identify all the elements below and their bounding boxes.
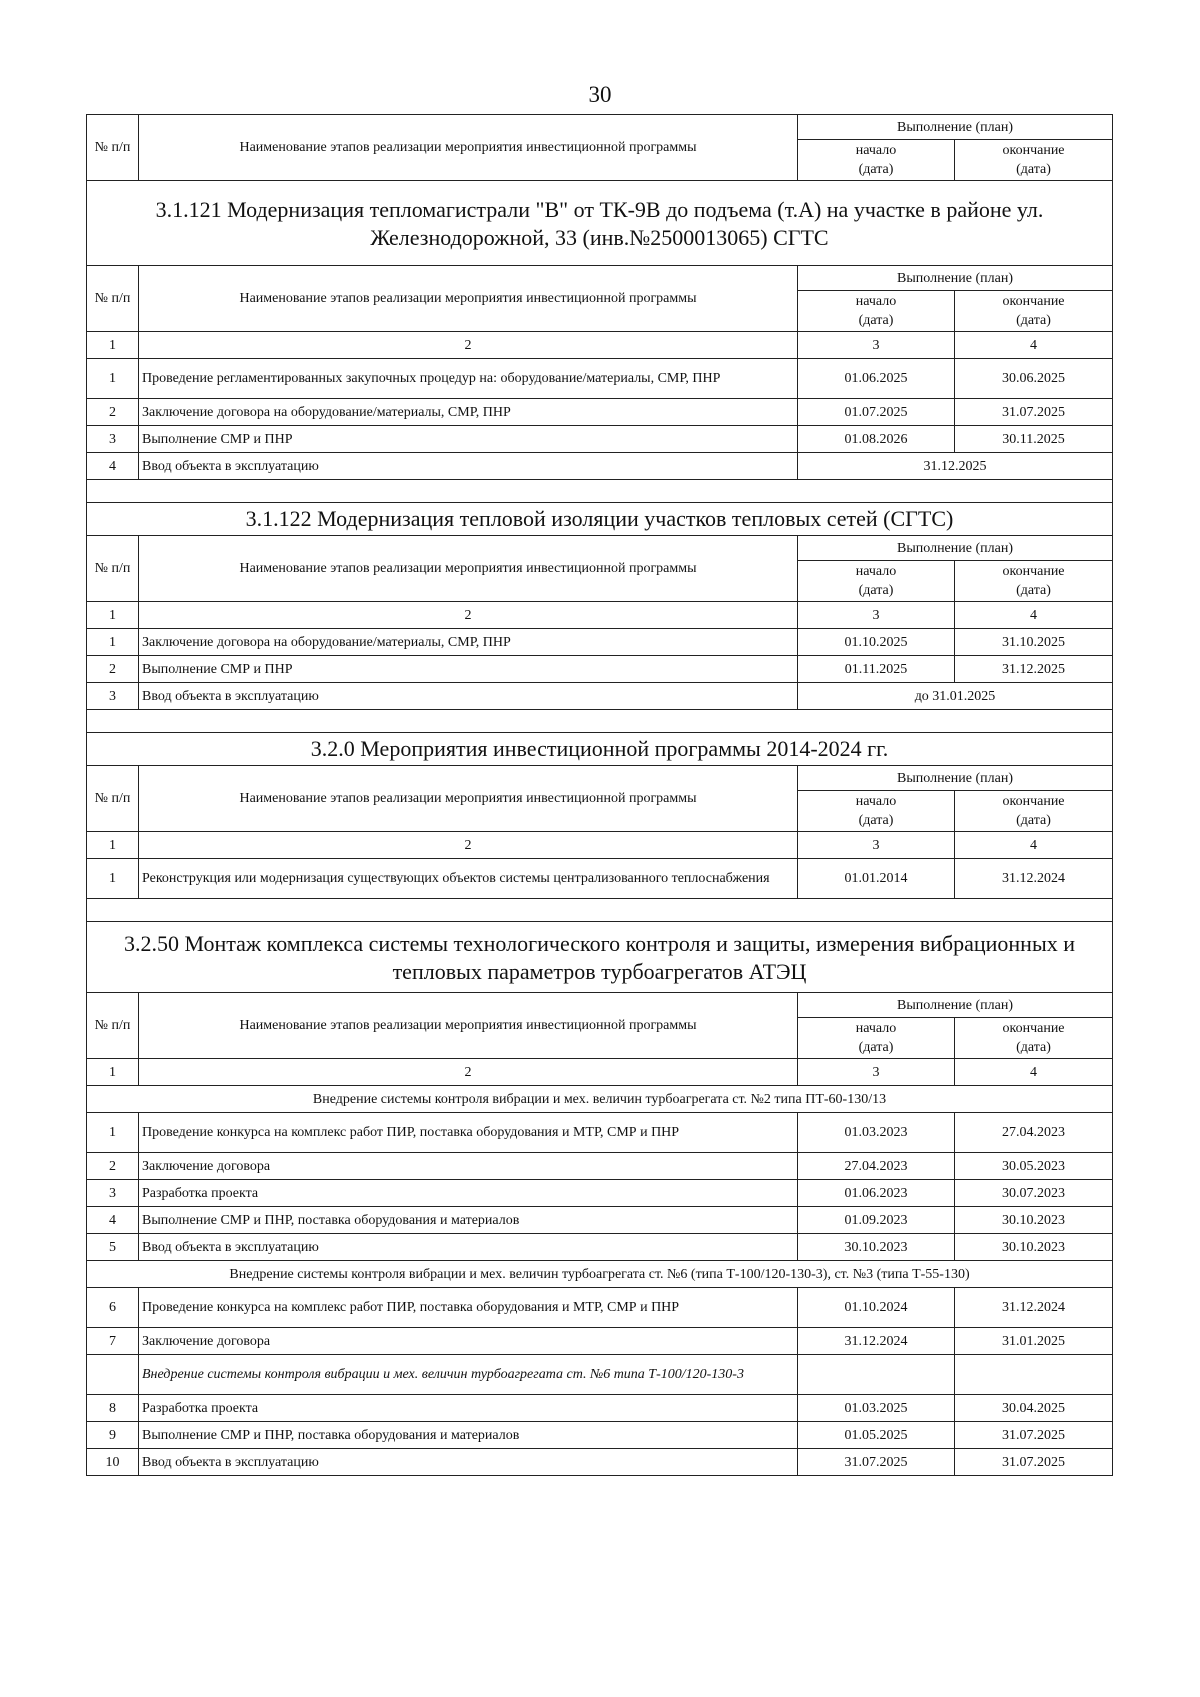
row-end: 31.07.2025 (955, 1422, 1113, 1449)
document-body (86, 114, 1112, 1476)
col-index-4: 4 (955, 1059, 1113, 1086)
header-num: № п/п (87, 115, 139, 181)
row-end: 31.01.2025 (955, 1328, 1113, 1355)
row-num: 2 (87, 399, 139, 426)
header-end: окончание (дата) (955, 791, 1113, 832)
row-start: 31.12.2024 (798, 1328, 955, 1355)
row-start: 01.03.2025 (798, 1395, 955, 1422)
table-row (87, 629, 1113, 656)
section-title: 3.1.122 Модернизация тепловой изоляции участков тепловых сетей (СГТС) (87, 503, 1113, 536)
header-row (87, 115, 1113, 140)
page-number: 30 (588, 82, 612, 107)
header-execution: Выполнение (план) (798, 993, 1113, 1018)
header-start: начало (дата) (798, 561, 955, 602)
group-row (87, 1086, 1113, 1113)
row-stage: Ввод объекта в эксплуатацию (139, 1449, 798, 1476)
section-title: 3.1.121 Модернизация тепломагистрали "В" от ТК-9В до подъема (т.А) на участке в районе ул. Железнодорожной, 33 (инв.№2500013065) СГТС (87, 181, 1113, 266)
row-num: 1 (87, 359, 139, 399)
row-stage: Проведение конкурса на комплекс работ ПИР, поставка оборудования и МТР, СМР и ПНР (139, 1288, 798, 1328)
subgroup-end (955, 1355, 1113, 1395)
table-row (87, 1153, 1113, 1180)
table-row (87, 656, 1113, 683)
section-title-row (87, 922, 1113, 993)
header-num: № п/п (87, 766, 139, 832)
header-end: окончание (дата) (955, 140, 1113, 181)
header-stage: Наименование этапов реализации мероприятия инвестиционной программы (139, 993, 798, 1059)
header-execution: Выполнение (план) (798, 266, 1113, 291)
column-index-row (87, 332, 1113, 359)
row-stage: Заключение договора на оборудование/материалы, СМР, ПНР (139, 629, 798, 656)
header-end: окончание (дата) (955, 291, 1113, 332)
row-end: 31.07.2025 (955, 1449, 1113, 1476)
row-start: 01.08.2026 (798, 426, 955, 453)
row-stage: Проведение регламентированных закупочных процедур на: оборудование/материалы, СМР, ПНР (139, 359, 798, 399)
row-end: 30.04.2025 (955, 1395, 1113, 1422)
group-title: Внедрение системы контроля вибрации и мех. величин турбоагрегата ст. №2 типа ПТ-60-130/13 (87, 1086, 1113, 1113)
column-index-row (87, 602, 1113, 629)
table-row (87, 399, 1113, 426)
col-index-1: 1 (87, 602, 139, 629)
col-index-4: 4 (955, 602, 1113, 629)
header-start: начало (дата) (798, 291, 955, 332)
row-stage: Заключение договора на оборудование/материалы, СМР, ПНР (139, 399, 798, 426)
row-end: 31.12.2024 (955, 1288, 1113, 1328)
row-num: 2 (87, 656, 139, 683)
header-num: № п/п (87, 266, 139, 332)
row-stage: Заключение договора (139, 1153, 798, 1180)
row-stage: Выполнение СМР и ПНР, поставка оборудования и материалов (139, 1207, 798, 1234)
row-end: 31.12.2024 (955, 859, 1113, 899)
col-index-2: 2 (139, 1059, 798, 1086)
table-row (87, 1207, 1113, 1234)
header-execution: Выполнение (план) (798, 115, 1113, 140)
header-start: начало (дата) (798, 140, 955, 181)
row-num: 6 (87, 1288, 139, 1328)
header-end: окончание (дата) (955, 561, 1113, 602)
row-start: 31.07.2025 (798, 1449, 955, 1476)
column-index-row (87, 832, 1113, 859)
col-index-2: 2 (139, 332, 798, 359)
table-row (87, 1328, 1113, 1355)
header-execution: Выполнение (план) (798, 766, 1113, 791)
table-row (87, 453, 1113, 480)
col-index-4: 4 (955, 832, 1113, 859)
col-index-2: 2 (139, 832, 798, 859)
row-num: 5 (87, 1234, 139, 1261)
row-num: 8 (87, 1395, 139, 1422)
row-stage: Реконструкция или модернизация существующих объектов системы централизованного теплоснабжения (139, 859, 798, 899)
section-title-row (87, 181, 1113, 266)
row-end: 30.06.2025 (955, 359, 1113, 399)
investment-program-table (86, 114, 1113, 1476)
table-row (87, 426, 1113, 453)
row-stage: Заключение договора (139, 1328, 798, 1355)
header-start: начало (дата) (798, 1018, 955, 1059)
section-title-row (87, 733, 1113, 766)
col-index-2: 2 (139, 602, 798, 629)
col-index-3: 3 (798, 332, 955, 359)
row-start: 01.05.2025 (798, 1422, 955, 1449)
row-end: 30.10.2023 (955, 1234, 1113, 1261)
spacer-row (87, 899, 1113, 922)
header-stage: Наименование этапов реализации мероприятия инвестиционной программы (139, 115, 798, 181)
col-index-3: 3 (798, 832, 955, 859)
row-num: 1 (87, 629, 139, 656)
row-end: 30.10.2023 (955, 1207, 1113, 1234)
row-num: 10 (87, 1449, 139, 1476)
row-start: 01.10.2025 (798, 629, 955, 656)
table-row (87, 1449, 1113, 1476)
table-row (87, 359, 1113, 399)
row-start: 01.01.2014 (798, 859, 955, 899)
spacer-row (87, 710, 1113, 733)
row-num: 3 (87, 683, 139, 710)
group-title: Внедрение системы контроля вибрации и мех. величин турбоагрегата ст. №6 (типа Т-100/120-130-3), ст. №3 (типа Т-55-130) (87, 1261, 1113, 1288)
header-end: окончание (дата) (955, 1018, 1113, 1059)
col-index-3: 3 (798, 602, 955, 629)
col-index-4: 4 (955, 332, 1113, 359)
table-row (87, 859, 1113, 899)
row-end: 30.05.2023 (955, 1153, 1113, 1180)
row-start: 01.09.2023 (798, 1207, 955, 1234)
row-stage: Выполнение СМР и ПНР, поставка оборудования и материалов (139, 1422, 798, 1449)
row-num: 4 (87, 1207, 139, 1234)
row-num: 3 (87, 426, 139, 453)
row-start: 01.11.2025 (798, 656, 955, 683)
row-num: 7 (87, 1328, 139, 1355)
header-start: начало (дата) (798, 791, 955, 832)
section-title-row (87, 503, 1113, 536)
row-stage: Проведение конкурса на комплекс работ ПИР, поставка оборудования и МТР, СМР и ПНР (139, 1113, 798, 1153)
section-title: 3.2.50 Монтаж комплекса системы технологического контроля и защиты, измерения вибрационных и тепловых параметров турбоагрегатов АТЭЦ (87, 922, 1113, 993)
row-merged-date: до 31.01.2025 (798, 683, 1113, 710)
spacer-row (87, 480, 1113, 503)
col-index-3: 3 (798, 1059, 955, 1086)
subgroup-num (87, 1355, 139, 1395)
table-row (87, 1395, 1113, 1422)
row-start: 27.04.2023 (798, 1153, 955, 1180)
col-index-1: 1 (87, 1059, 139, 1086)
row-end: 27.04.2023 (955, 1113, 1113, 1153)
header-stage: Наименование этапов реализации мероприятия инвестиционной программы (139, 536, 798, 602)
row-num: 2 (87, 1153, 139, 1180)
table-row (87, 1234, 1113, 1261)
row-start: 30.10.2023 (798, 1234, 955, 1261)
table-row (87, 1113, 1113, 1153)
section-title: 3.2.0 Мероприятия инвестиционной программы 2014-2024 гг. (87, 733, 1113, 766)
row-end: 31.10.2025 (955, 629, 1113, 656)
header-stage: Наименование этапов реализации мероприятия инвестиционной программы (139, 766, 798, 832)
row-stage: Выполнение СМР и ПНР (139, 426, 798, 453)
group-row (87, 1261, 1113, 1288)
table-row (87, 1180, 1113, 1207)
row-start: 01.06.2025 (798, 359, 955, 399)
row-num: 1 (87, 859, 139, 899)
subgroup-title: Внедрение системы контроля вибрации и мех. величин турбоагрегата ст. №6 типа Т-100/120-130-3 (139, 1355, 798, 1395)
row-end: 30.11.2025 (955, 426, 1113, 453)
row-stage: Ввод объекта в эксплуатацию (139, 683, 798, 710)
row-merged-date: 31.12.2025 (798, 453, 1113, 480)
subgroup-start (798, 1355, 955, 1395)
row-stage: Разработка проекта (139, 1395, 798, 1422)
column-index-row (87, 1059, 1113, 1086)
table-row (87, 683, 1113, 710)
row-start: 01.06.2023 (798, 1180, 955, 1207)
row-stage: Выполнение СМР и ПНР (139, 656, 798, 683)
header-num: № п/п (87, 993, 139, 1059)
header-num: № п/п (87, 536, 139, 602)
row-end: 30.07.2023 (955, 1180, 1113, 1207)
table-row (87, 1422, 1113, 1449)
subgroup-row (87, 1355, 1113, 1395)
row-start: 01.10.2024 (798, 1288, 955, 1328)
row-num: 3 (87, 1180, 139, 1207)
table-row (87, 1288, 1113, 1328)
col-index-1: 1 (87, 832, 139, 859)
row-end: 31.07.2025 (955, 399, 1113, 426)
row-start: 01.07.2025 (798, 399, 955, 426)
row-num: 9 (87, 1422, 139, 1449)
row-stage: Ввод объекта в эксплуатацию (139, 453, 798, 480)
row-stage: Разработка проекта (139, 1180, 798, 1207)
header-stage: Наименование этапов реализации мероприятия инвестиционной программы (139, 266, 798, 332)
col-index-1: 1 (87, 332, 139, 359)
row-num: 1 (87, 1113, 139, 1153)
row-num: 4 (87, 453, 139, 480)
header-execution: Выполнение (план) (798, 536, 1113, 561)
row-stage: Ввод объекта в эксплуатацию (139, 1234, 798, 1261)
row-start: 01.03.2023 (798, 1113, 955, 1153)
row-end: 31.12.2025 (955, 656, 1113, 683)
